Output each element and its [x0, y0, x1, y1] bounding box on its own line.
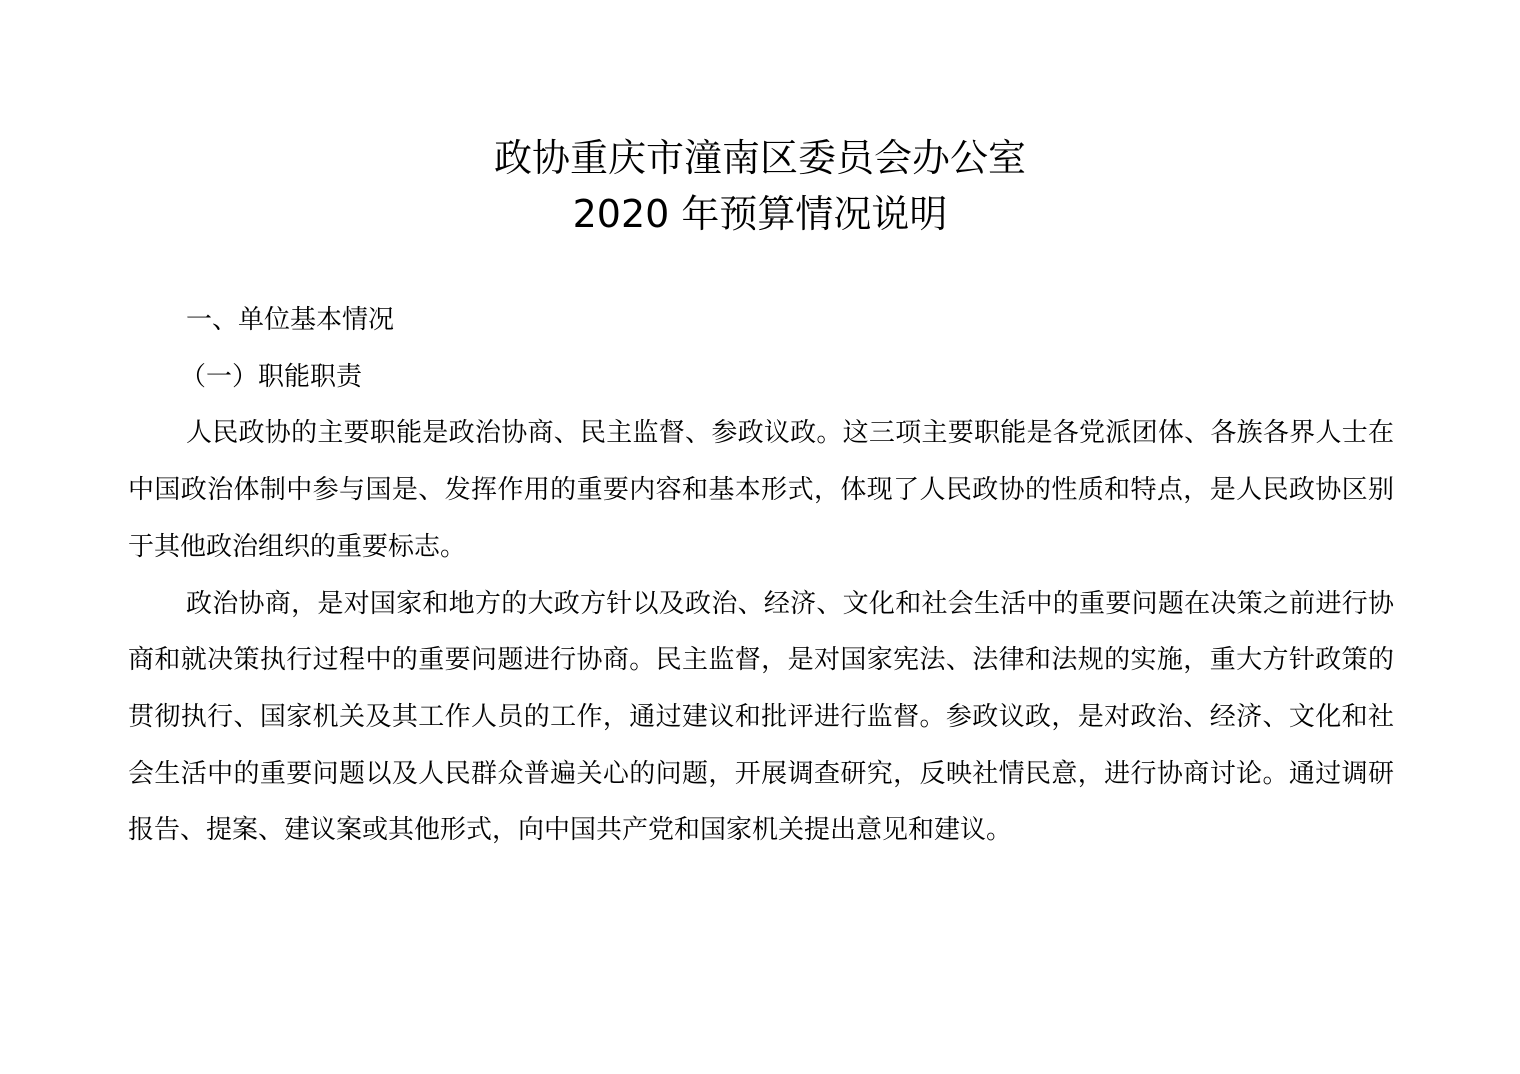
- title-line-report: 2020 年预算情况说明: [572, 192, 948, 236]
- title-line-organization: 政协重庆市潼南区委员会办公室: [493, 136, 1026, 180]
- paragraph-function-details: 政治协商，是对国家和地方的大政方针以及政治、经济、文化和社会生活中的重要问题在决策之前进行协商和就决策执行过程中的重要问题进行协商。民主监督，是对国家宪法、法律和法规的实施，重大方针政策的贯彻执行、国家机关及其工作人员的工作，通过建议和批评进行监督。参政议政，是对政治、经济、文化和社会生活中的重要问题以及人民群众普遍关心的问题，开展调查研究，反映社情民意，进行协商讨论。通过调研报告、提案、建议案或其他形式，向中国共产党和国家机关提出意见和建议。: [128, 588, 1394, 846]
- document-title: [0, 130, 1520, 242]
- document-body: [128, 292, 1394, 859]
- subsection-heading-functions: （一）职能职责: [180, 361, 363, 392]
- section-heading-basic-info: 一、单位基本情况: [186, 305, 395, 335]
- paragraph-main-functions: 人民政协的主要职能是政治协商、民主监督、参政议政。这三项主要职能是各党派团体、各族各界人士在中国政治体制中参与国是、发挥作用的重要内容和基本形式，体现了人民政协的性质和特点，是人民政协区别于其他政治组织的重要标志。: [128, 418, 1394, 562]
